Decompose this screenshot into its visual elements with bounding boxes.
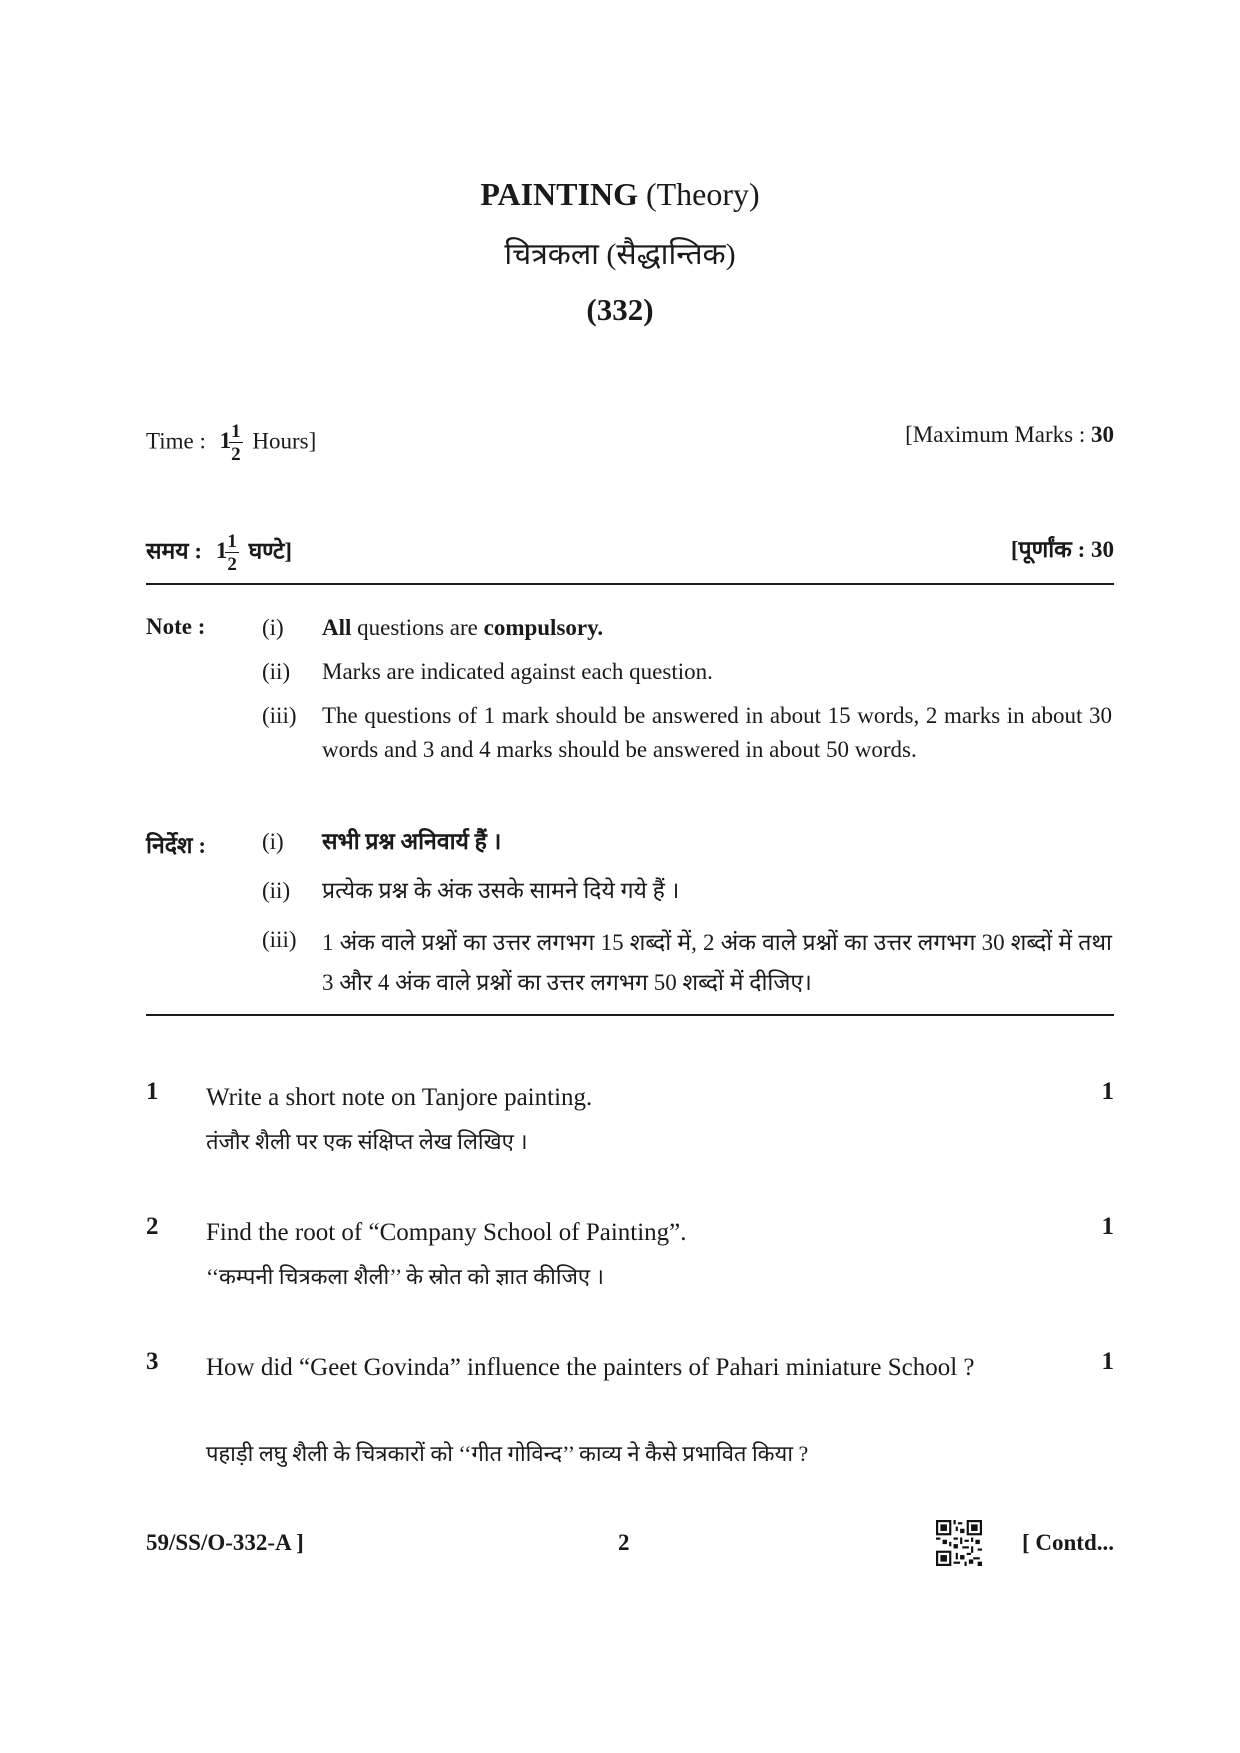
question-marks: 1 [1101, 1078, 1114, 1105]
note-label-hindi: निर्देश : [146, 833, 206, 858]
question-text-english: How did “Geet Govinda” influence the painters of Pahari miniature School ? [206, 1354, 975, 1381]
question-text-hindi: पहाड़ी लघु शैली के चित्रकारों को ‘‘गीत गोविन्द’’ काव्य ने कैसे प्रभावित किया ? [206, 1441, 809, 1466]
subject-title-rest: (Theory) [645, 176, 760, 212]
question-number: 1 [146, 1078, 159, 1105]
time-whole-hindi: 1 [215, 538, 228, 564]
continued-marker: [ Contd... [1021, 1530, 1114, 1555]
subject-title [0, 176, 1240, 213]
exam-page: PAINTING (Theory) चित्रकला (सैद्धान्तिक) (332) Time : 1 $\frac{1}{2}$ Hours] [Maximum Marks : 30 समय : 1 $\frac{1}{2}$ घण्टे] [पूर्णांक : 30 Note : (i) All questions are compulsory. (ii) Marks are indicated against each question. (iii) The questions of 1 mark should be answered in about 15 words, 2 marks in about 30 words and 3 and 4 marks should be answered in about 50 words. निर्देश : (i) सभी प्रश्न अनिवार्य हैं । (ii) प्रत्येक प्रश्न के अंक उसके सामने दिये गये हैं । (iii) 1 अंक वाले प्रश्नों का उत्तर लगभग 15 शब्दों में, 2 अंक वाले प्रश्नों का उत्तर लगभग 30 शब्दों में तथा 3 और 4 अंक वाले प्रश्नों का उत्तर लगभग 50 शब्दों में दीजिए। 1 Write a short note on Tanjore painting. तंजौर शैली पर एक संक्षिप्त लेख लिखिए । 1 2 Find the root of “Company School of Painting”. ‘‘कम्पनी चित्रकला शैली’’ के स्रोत को ज्ञात कीजिए । 1 3 How did “Geet Govinda” influence the painters of Pahari miniature School ? पहाड़ी लघु शैली के चित्रकारों को ‘‘गीत गोविन्द’’ काव्य ने कैसे प्रभावित किया ? 1 59/SS/O-332-A ] 2 [ Contd... [0, 0, 1240, 1753]
max-marks: [Maximum Marks : 30 [905, 422, 1114, 447]
time-label: Time : [146, 428, 206, 454]
max-marks-hindi: [पूर्णांक : 30 [1010, 537, 1114, 562]
time-unit-hindi: घण्टे] [248, 538, 293, 564]
divider-top [146, 583, 1114, 585]
time-unit: Hours] [252, 428, 317, 454]
question-marks: 1 [1101, 1348, 1114, 1375]
note-label: Note : [146, 614, 206, 639]
question-marks: 1 [1101, 1213, 1114, 1240]
subject-title-hindi: चित्रकला (सैद्धान्तिक) [504, 238, 736, 271]
time-marks-row-english [146, 422, 1114, 464]
subject-title-bold: PAINTING [480, 176, 638, 212]
qr-code-icon [936, 1520, 982, 1566]
question-text-hindi: ‘‘कम्पनी चित्रकला शैली’’ के स्रोत को ज्ञात कीजिए । [206, 1264, 604, 1289]
divider-bottom [146, 1014, 1114, 1016]
subject-code: (332) [586, 292, 654, 327]
page-number: 2 [618, 1530, 630, 1555]
page-footer [146, 1520, 1114, 1564]
question-text-english: Write a short note on Tanjore painting. [206, 1084, 593, 1111]
time-fraction: $\frac{1}{2}$ [231, 421, 241, 465]
paper-code: 59/SS/O-332-A ] [146, 1530, 304, 1555]
time-label-hindi: समय : [146, 538, 203, 564]
time-marks-row-hindi [146, 532, 1114, 574]
question-number: 2 [146, 1213, 159, 1240]
time-fraction-hindi: $\frac{1}{2}$ [227, 531, 237, 575]
question-text-english: Find the root of “Company School of Painting”. [206, 1219, 687, 1246]
question-number: 3 [146, 1348, 159, 1375]
time-whole: 1 [219, 428, 232, 454]
question-text-hindi: तंजौर शैली पर एक संक्षिप्त लेख लिखिए । [206, 1129, 528, 1154]
